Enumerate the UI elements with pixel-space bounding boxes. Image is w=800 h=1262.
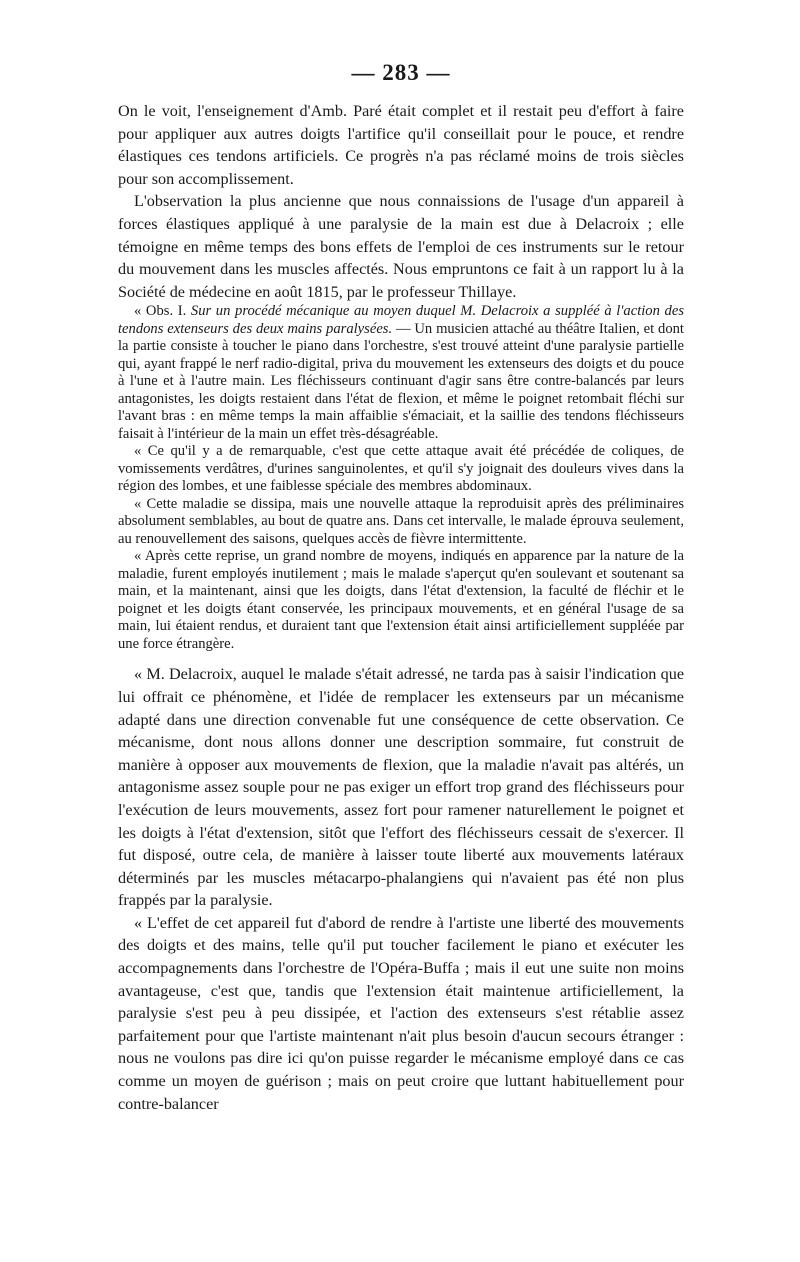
quote-after-relapse: « Après cette reprise, un grand nombre de moyens, indiqués en apparence par la nature de la maladie, furent employés inutilement ; mais le malade s'aperçut qu'en soulevant et soutenant sa main, et la maintenant, ainsi que les doigts, dans l'état d'extension, la faculté de fléchir et le poignet et les doigts étant conservée, les principaux mouvements, et en général l'usage de sa main, lui étaient rendus, et duraient tant que l'extension était ainsi artificiellement suppléée par une force étrangère.	[118, 548, 684, 652]
observation-title: Sur un procédé mécanique au moyen duquel M. Delacroix a suppléé à l'action des tendons extenseurs des deux mains paralysées.	[118, 303, 684, 337]
section-gap	[118, 653, 684, 663]
observation-label: « Obs. I.	[134, 303, 191, 320]
quote-observation-1	[118, 303, 684, 443]
quote-mechanism-description: « M. Delacroix, auquel le malade s'était adressé, ne tarda pas à saisir l'indication que lui offrait ce phénomène, et l'idée de remplacer les extenseurs par un mécanisme adapté dans une direction convenable fut une conséquence de cette observation. Ce mécanisme, dont nous allons donner une description sommaire, fut construit de manière à opposer aux mouvements de flexion, que la maladie n'avait pas altérés, un antagonisme assez souple pour ne pas exiger un effort trop grand des fléchisseurs pour l'exécution de leurs mouvements, assez fort pour ramener naturellement le poignet et les doigts à l'état d'extension, sitôt que l'effort des fléchisseurs cessait de s'exercer. Il fut disposé, outre cela, de manière à laisser toute liberté aux mouvements latéraux déterminés par les muscles métacarpo-phalangiens qui n'avaient pas été non plus frappés par la paralysie.	[118, 665, 684, 910]
paragraph-delacroix-observation: L'observation la plus ancienne que nous connaissions de l'usage d'un appareil à forces élastiques appliqué à une paralysie de la main est due à Delacroix ; elle témoigne en même temps des bons effets de l'emploi de ces instruments sur le retour du mouvement dans les muscles affectés. Nous empruntons ce fait à un rapport lu à la Société de médecine en août 1815, par le professeur Thillaye.	[118, 192, 684, 301]
quote-colic-symptoms: « Ce qu'il y a de remarquable, c'est que cette attaque avait été précédée de coliques, de vomissements verdâtres, d'urines sanguinolentes, et qu'il s'y joignait des douleurs vives dans la région des lombes, et une faiblesse spéciale des membres abdominaux.	[118, 443, 684, 495]
page-number: — 283 —	[351, 60, 451, 85]
quote-apparatus-effect: « L'effet de cet appareil fut d'abord de rendre à l'artiste une liberté des mouvements des doigts et des mains, telle qu'il put toucher facilement le piano et exécuter les accompagnements dans l'orchestre de l'Opéra-Buffa ; mais il eut une suite non moins avantageuse, c'est que, tandis que l'extension était maintenue artificiellement, la paralysie s'est peu à peu dissipée, et l'action des extenseurs s'est rétablie assez parfaitement pour que l'artiste maintenant n'ait plus besoin d'aucun secours étranger : nous ne voulons pas dire ici qu'on puisse regarder le mécanisme employé dans ce cas comme un moyen de guérison ; mais on peut croire que luttant habituellement pour contre-balancer	[118, 913, 684, 1113]
quote-second-attack: « Cette maladie se dissipa, mais une nouvelle attaque la reproduisit après des préliminaires absolument semblables, au bout de quatre ans. Dans cet intervalle, le malade éprouva seulement, au renouvellement des saisons, quelques accès de fièvre intermittente.	[118, 495, 684, 547]
document-page	[118, 60, 684, 1115]
observation-text: — Un musicien attaché au théâtre Italien, et dont la partie consiste à toucher le piano dans l'orchestre, s'est trouvé atteint d'une paralysie partielle qui, ayant frappé le nerf radio-digital, priva du mouvement les extenseurs des doigts et du pouce à l'une et à l'autre main. Les fléchisseurs continuant d'agir sans être contre-balancés par leurs antagonistes, les doigts restaient dans l'état de flexion, et même le poignet retombait fléchi sur l'avant bras : en même temps la main affaiblie s'émaciait, et la saillie des tendons fléchisseurs faisait à l'intérieur de la main un effet très-désagréable.	[118, 320, 684, 442]
paragraph-pare-teaching: On le voit, l'enseignement d'Amb. Paré était complet et il restait peu d'effort à faire pour appliquer aux autres doigts l'artifice qu'il conseillait pour le pouce, et rendre élastiques ces tendons artificiels. Ce progrès n'a pas réclamé moins de trois siècles pour son accomplissement.	[118, 102, 684, 188]
